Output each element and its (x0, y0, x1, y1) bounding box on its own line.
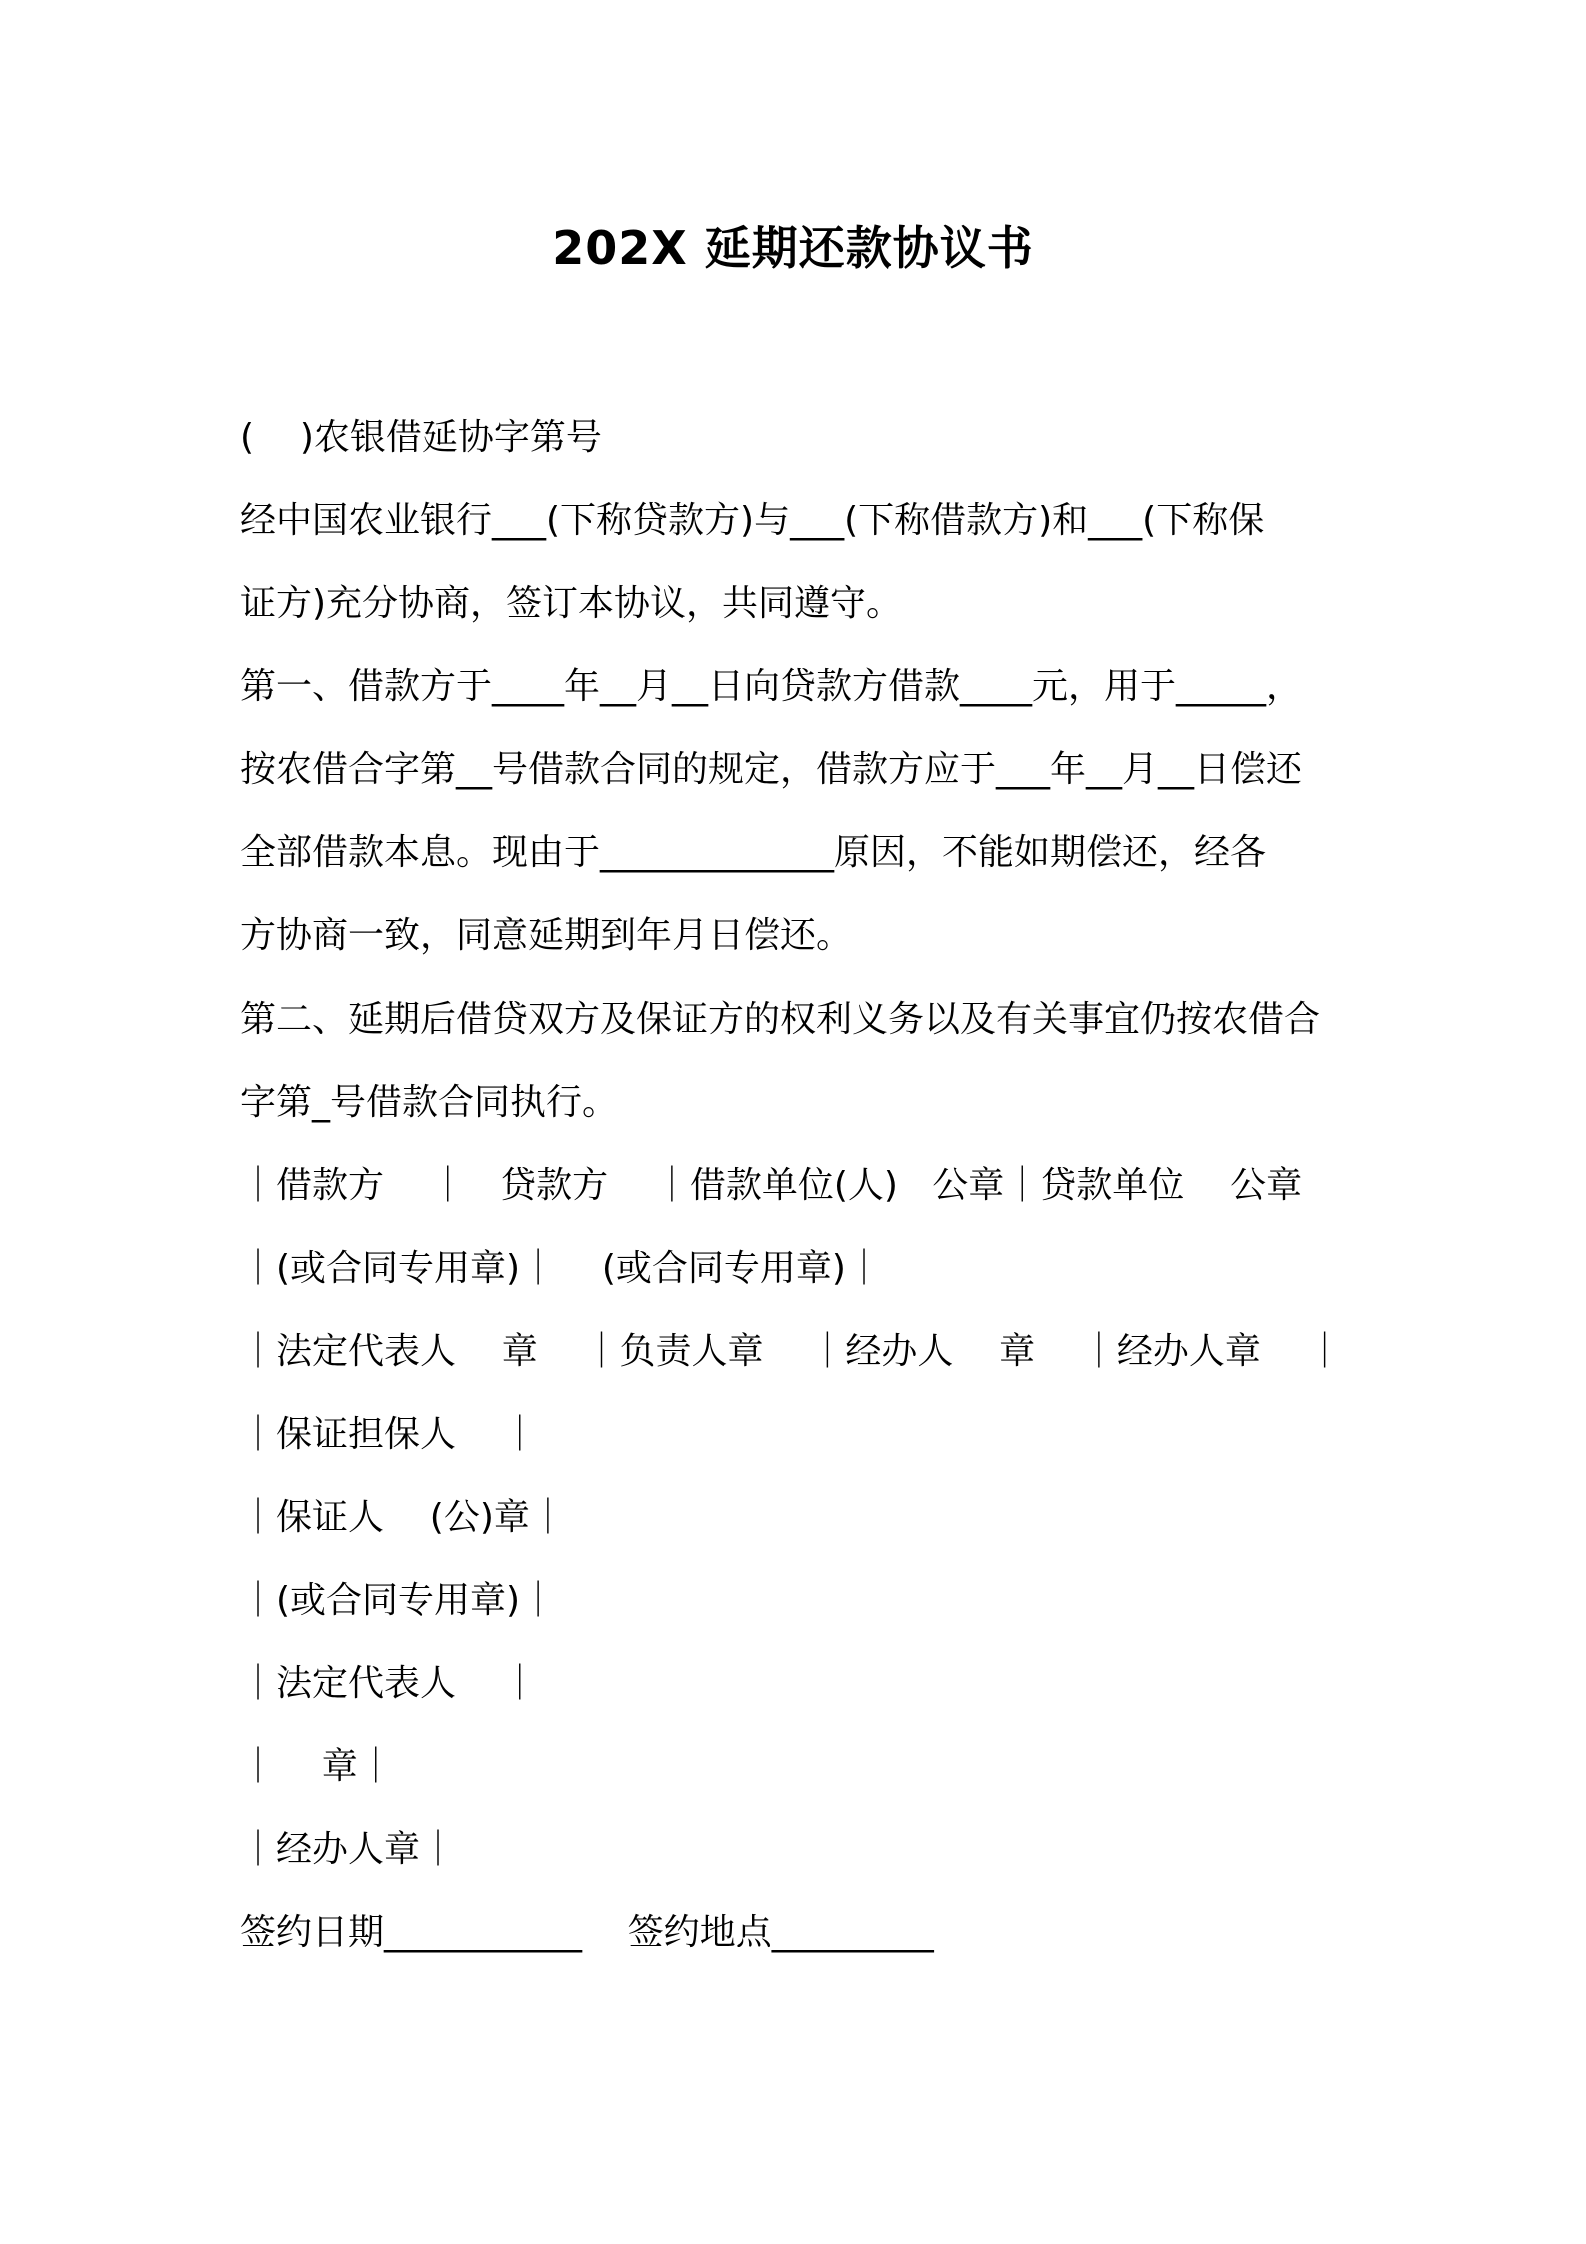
clause-1-line-1: 第一、借款方于____年__月__日向贷款方借款____元，用于_____， (240, 666, 1303, 707)
signature-row-guarantor-representative: ｜法定代表人 ｜ (240, 1663, 538, 1704)
agreement-number-line: ( )农银借延协字第号 (240, 417, 602, 458)
clause-2-line-1: 第二、延期后借贷双方及保证方的权利义务以及有关事宜仍按农借合 (240, 999, 1321, 1040)
signature-row-contract-seal: ｜(或合同专用章)｜ (或合同专用章)｜ (240, 1248, 882, 1289)
signature-row-guarantor: ｜保证担保人 ｜ (240, 1414, 538, 1455)
signature-row-seal: ｜ 章｜ (240, 1746, 394, 1787)
clause-1-line-2: 按农借合字第__号借款合同的规定，借款方应于___年__月__日偿还 (240, 749, 1303, 790)
clause-1-line-3: 全部借款本息。现由于_____________原因，不能如期偿还，经各 (240, 832, 1267, 873)
signature-row-guarantor-seal: ｜保证人 (公)章｜ (240, 1497, 566, 1538)
clause-1-line-4: 方协商一致，同意延期到年月日偿还。 (240, 915, 853, 956)
signing-date-place-line: 签约日期___________ 签约地点_________ (240, 1912, 934, 1953)
signature-row-handler-seal: ｜经办人章｜ (240, 1829, 457, 1870)
signature-row-representatives: ｜法定代表人 章 ｜负责人章 ｜经办人 章 ｜经办人章 ｜ (240, 1331, 1343, 1372)
clause-2-line-2: 字第_号借款合同执行。 (240, 1082, 619, 1123)
parties-line-2: 证方)充分协商，签订本协议，共同遵守。 (240, 583, 903, 624)
parties-line-1: 经中国农业银行___(下称贷款方)与___(下称借款方)和___(下称保 (240, 500, 1265, 541)
signature-row-guarantor-contract-seal: ｜(或合同专用章)｜ (240, 1580, 557, 1621)
document-title: 202X 延期还款协议书 (552, 221, 1034, 275)
signature-row-parties: ｜借款方 ｜ 贷款方 ｜借款单位(人) 公章｜贷款单位 公章 (240, 1165, 1303, 1206)
